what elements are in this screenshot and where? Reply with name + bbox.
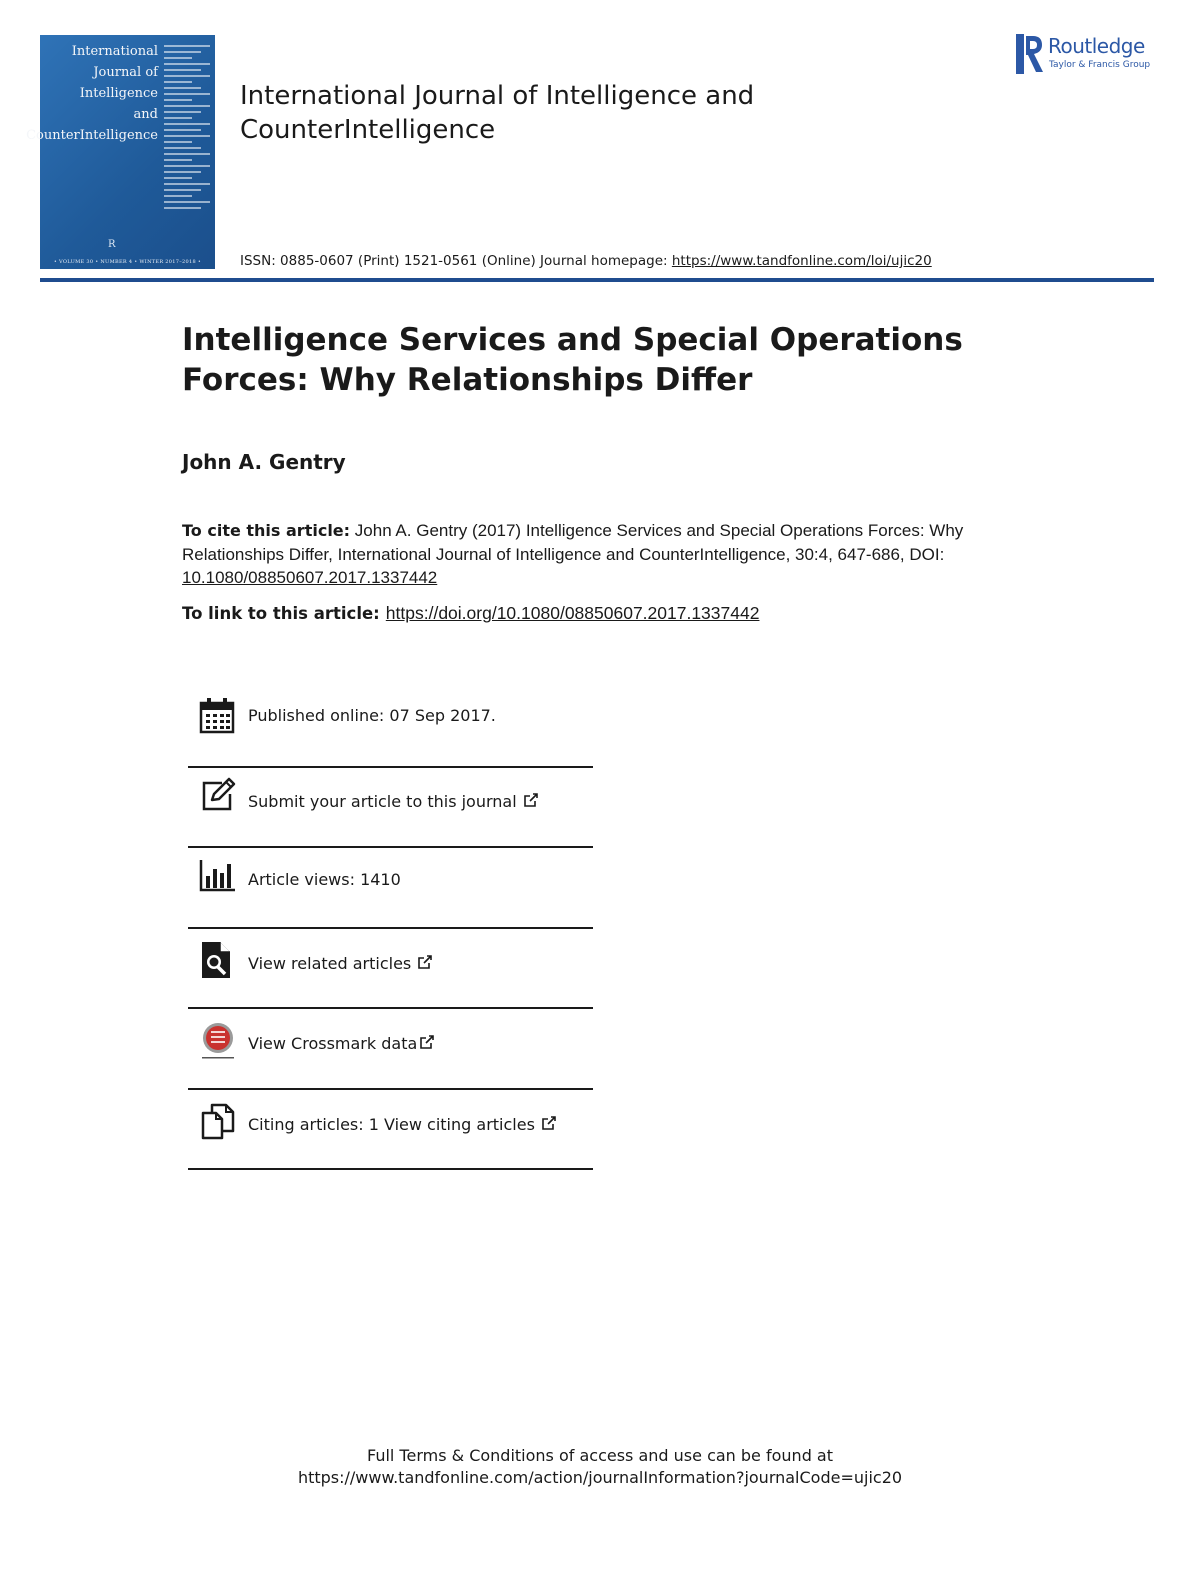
cite-doi-link[interactable]: 10.1080/08850607.2017.1337442: [182, 568, 438, 587]
cover-contents-list: [164, 45, 210, 213]
view-related-articles-label: View related articles: [248, 954, 412, 973]
article-link-block: [182, 603, 759, 624]
terms-footer: [0, 1445, 1200, 1489]
cover-publisher-logo: R: [108, 239, 116, 250]
publisher-name: Routledge: [1048, 34, 1145, 58]
external-link-icon: [419, 1034, 435, 1050]
cover-title: [26, 41, 158, 146]
external-link-icon: [417, 954, 433, 970]
info-divider: [188, 1168, 593, 1170]
cover-title-line: and: [133, 107, 158, 122]
calendar-icon: [198, 696, 238, 736]
cite-text: John A. Gentry (2017) Intelligence Services and Special Operations Forces: Why Relationships Differ, International Journal of Intelligence and CounterIntelligence, 30:4, 647-686, DOI:: [182, 521, 964, 564]
info-divider: [188, 766, 593, 768]
citing-articles-label: Citing articles: 1 View citing articles: [248, 1115, 535, 1134]
published-row: [188, 690, 593, 750]
info-divider: [188, 1007, 593, 1009]
cover-volume-line: • VOLUME 30 • NUMBER 4 • WINTER 2017–2018 •: [53, 259, 202, 265]
journal-homepage-link[interactable]: https://www.tandfonline.com/loi/ujic20: [671, 253, 932, 269]
article-doi-link[interactable]: https://doi.org/10.1080/08850607.2017.1337442: [385, 603, 760, 623]
journal-cover-image: [26, 35, 215, 269]
article-views: Article views: 1410: [248, 870, 401, 889]
copy-documents-icon: [198, 1101, 238, 1141]
submit-article-label: Submit your article to this journal: [248, 792, 517, 811]
journal-title: International Journal of Intelligence and CounterIntelligence: [240, 81, 755, 145]
terms-footer-url[interactable]: https://www.tandfonline.com/action/journalInformation?journalCode=ujic20: [297, 1468, 903, 1487]
crossmark-row[interactable]: [188, 1014, 593, 1074]
cite-label: To cite this article:: [182, 521, 351, 540]
cover-title-line: International: [71, 44, 158, 59]
issn-line: [240, 253, 932, 269]
header-divider: [40, 278, 1154, 282]
cover-title-line: Journal of: [93, 65, 158, 80]
external-link-icon: [523, 792, 539, 808]
edit-icon: [198, 776, 238, 816]
crossmark-icon: [198, 1020, 238, 1060]
citation-block: [182, 519, 1042, 590]
link-label: To link to this article:: [182, 604, 380, 623]
info-divider: [188, 1088, 593, 1090]
bar-chart-icon: [198, 856, 238, 896]
views-row: [188, 852, 593, 912]
view-crossmark-link[interactable]: [248, 1034, 435, 1053]
routledge-r-icon: [1016, 34, 1044, 74]
publisher-logo: [1016, 34, 1166, 76]
submit-row[interactable]: [188, 772, 593, 832]
view-crossmark-label: View Crossmark data: [248, 1034, 418, 1053]
submit-article-link[interactable]: [248, 792, 539, 811]
view-citing-articles-link[interactable]: [248, 1115, 557, 1134]
external-link-icon: [541, 1115, 557, 1131]
info-divider: [188, 846, 593, 848]
cover-title-line: Intelligence: [79, 86, 158, 101]
terms-footer-line1: Full Terms & Conditions of access and use can be found at: [366, 1446, 834, 1465]
publisher-subtitle: Taylor & Francis Group: [1049, 60, 1151, 70]
info-divider: [188, 927, 593, 929]
article-author: John A. Gentry: [182, 450, 346, 474]
citing-row[interactable]: [188, 1095, 593, 1155]
cover-title-line: CounterIntelligence: [26, 128, 158, 143]
view-related-articles-link[interactable]: [248, 954, 433, 973]
document-search-icon: [198, 940, 238, 980]
issn-text: ISSN: 0885-0607 (Print) 1521-0561 (Online) Journal homepage:: [240, 253, 672, 269]
related-row[interactable]: [188, 934, 593, 994]
article-title: Intelligence Services and Special Operations Forces: Why Relationships Differ: [182, 322, 963, 398]
published-date: Published online: 07 Sep 2017.: [248, 706, 496, 725]
